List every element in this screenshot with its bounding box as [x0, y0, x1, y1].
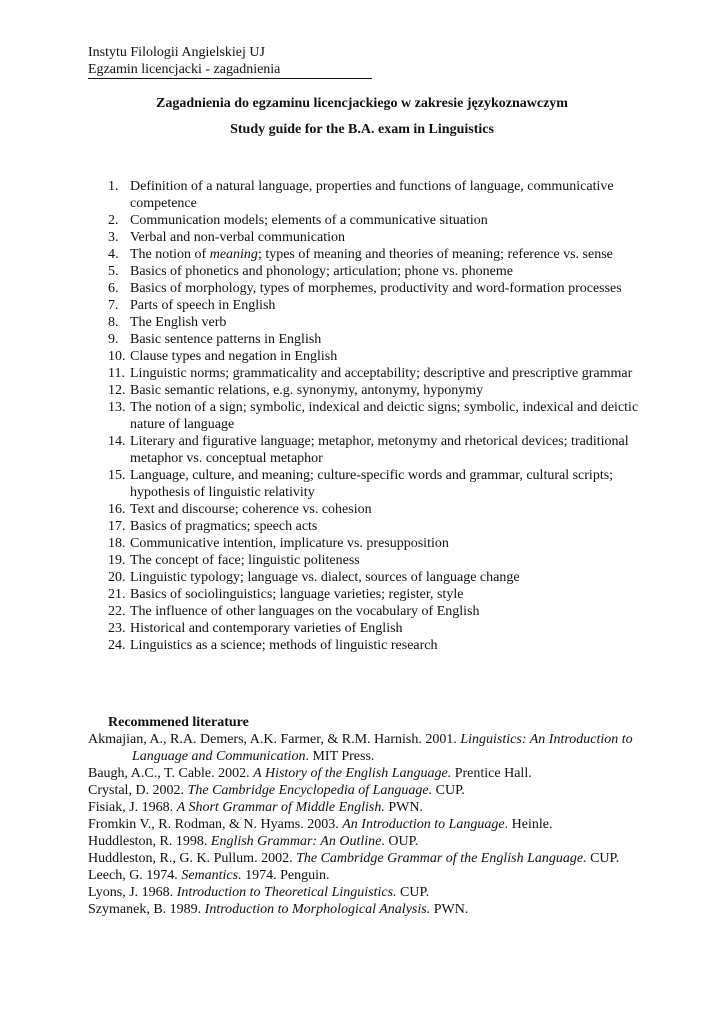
topic-number: 14. [108, 434, 126, 449]
reference-authors: Huddleston, R. 1998. [88, 834, 211, 849]
topic-text: Basics of pragmatics; speech acts [130, 519, 318, 534]
topic-text: Basics of phonetics and phonology; articulation; phone vs. phoneme [130, 264, 513, 279]
topic-item [108, 501, 648, 518]
reference-item [88, 799, 648, 816]
reference-publisher: . OUP. [381, 834, 419, 849]
reference-publisher: . MIT Press. [305, 749, 375, 764]
topic-number: 18. [108, 536, 126, 551]
topic-number: 21. [108, 587, 126, 602]
topic-text: Linguistic norms; grammaticality and acceptability; descriptive and prescriptive grammar [130, 366, 633, 381]
reference-item [88, 765, 648, 782]
institute-name: Instytu Filologii Angielskiej UJ [88, 45, 265, 60]
topic-text-emphasis: meaning [209, 247, 258, 262]
topic-item [108, 382, 648, 399]
reference-title: English Grammar: An Outline [210, 834, 382, 849]
topic-item [108, 229, 648, 246]
title-english: Study guide for the B.A. exam in Linguistics [230, 122, 494, 137]
reference-publisher: PWN. [430, 902, 469, 917]
reference-publisher: 1974. Penguin. [241, 868, 330, 883]
topic-item [108, 433, 648, 467]
reference-authors: Szymanek, B. 1989. [88, 902, 205, 917]
reference-item [88, 901, 648, 918]
reference-item [88, 782, 648, 799]
topic-number: 20. [108, 570, 126, 585]
reference-publisher: . Heinle. [504, 817, 553, 832]
topic-number: 6. [108, 281, 119, 296]
reference-item [88, 884, 648, 901]
topic-item [108, 569, 648, 586]
topic-text: Parts of speech in English [130, 298, 276, 313]
reference-title: A History of the English Language. [253, 766, 452, 781]
topic-number: 4. [108, 247, 119, 262]
topic-text: The influence of other languages on the vocabulary of English [130, 604, 480, 619]
topic-item [108, 518, 648, 535]
topic-text: Historical and contemporary varieties of English [130, 621, 403, 636]
topic-item [108, 246, 648, 263]
reference-title: Linguistics: An Introduction to Language and Communication [132, 732, 633, 764]
topic-text: Definition of a natural language, properties and functions of language, communicative competence [130, 179, 614, 211]
topic-item [108, 178, 648, 212]
topic-number: 22. [108, 604, 126, 619]
reference-authors: Huddleston, R., G. K. Pullum. 2002. [88, 851, 297, 866]
reference-title: The Cambridge Encyclopedia of Language. [187, 783, 433, 798]
topic-item [108, 331, 648, 348]
reference-item [88, 867, 648, 884]
exam-subtitle: Egzamin licencjacki - zagadnienia [88, 62, 372, 79]
reference-title: Introduction to Morphological Analysis. [204, 902, 431, 917]
reference-authors: Fromkin V., R. Rodman, & N. Hyams. 2003. [88, 817, 343, 832]
topic-item [108, 263, 648, 280]
topic-item [108, 297, 648, 314]
topic-item [108, 535, 648, 552]
reference-authors: Baugh, A.C., T. Cable. 2002. [88, 766, 254, 781]
topic-text: Linguistic typology; language vs. dialect, sources of language change [130, 570, 520, 585]
topic-number: 15. [108, 468, 126, 483]
reference-authors: Fisiak, J. 1968. [88, 800, 177, 815]
topic-text: Language, culture, and meaning; culture-specific words and grammar, cultural scripts; hypothesis of linguistic relativity [130, 468, 614, 500]
topic-number: 13. [108, 400, 126, 415]
topic-number: 2. [108, 213, 119, 228]
topic-number: 24. [108, 638, 126, 653]
reference-title: Semantics. [181, 868, 242, 883]
literature-list [88, 731, 648, 918]
reference-authors: Crystal, D. 2002. [88, 783, 188, 798]
topic-number: 23. [108, 621, 126, 636]
topic-item [108, 467, 648, 501]
topic-text: Basics of morphology, types of morphemes, productivity and word-formation processes [130, 281, 622, 296]
literature-heading: Recommened literature [108, 715, 249, 730]
reference-title: An Introduction to Language [342, 817, 505, 832]
reference-publisher: PWN. [384, 800, 424, 815]
topic-text: The notion of a sign; symbolic, indexical and deictic signs; symbolic, indexical and deictic nature of language [130, 400, 639, 432]
topic-text: Clause types and negation in English [130, 349, 338, 364]
document-header [88, 44, 372, 79]
topic-item [108, 603, 648, 620]
topic-item [108, 348, 648, 365]
topic-text-part: The notion of [130, 247, 210, 262]
topic-number: 16. [108, 502, 126, 517]
topic-number: 11. [108, 366, 125, 381]
topic-item [108, 314, 648, 331]
topic-text: Literary and figurative language; metaphor, metonymy and rhetorical devices; traditional metaphor vs. conceptual metaphor [130, 434, 629, 466]
topic-item [108, 212, 648, 229]
topic-number: 12. [108, 383, 126, 398]
reference-title: The Cambridge Grammar of the English Language. [296, 851, 587, 866]
topic-item [108, 637, 648, 654]
reference-item [88, 816, 648, 833]
reference-title: A Short Grammar of Middle English. [176, 800, 385, 815]
topic-text-part: ; types of meaning and theories of meaning; reference vs. sense [257, 247, 613, 262]
reference-item [88, 731, 648, 765]
topic-number: 9. [108, 332, 119, 347]
topic-text: Communicative intention, implicature vs. presupposition [130, 536, 449, 551]
topic-text: The concept of face; linguistic politeness [130, 553, 360, 568]
topic-number: 5. [108, 264, 119, 279]
title-polish: Zagadnienia do egzaminu licencjackiego w zakresie językoznawczym [156, 96, 568, 111]
topic-number: 8. [108, 315, 119, 330]
reference-item [88, 850, 648, 867]
topic-text: Verbal and non-verbal communication [130, 230, 345, 245]
topic-text [130, 247, 613, 262]
topic-item [108, 620, 648, 637]
topic-text: Text and discourse; coherence vs. cohesion [130, 502, 372, 517]
topic-number: 17. [108, 519, 126, 534]
topic-item [108, 586, 648, 603]
topic-number: 10. [108, 349, 126, 364]
topic-item [108, 280, 648, 297]
reference-publisher: CUP. [432, 783, 465, 798]
reference-title: Introduction to Theoretical Linguistics. [176, 885, 397, 900]
topic-item [108, 552, 648, 569]
topic-number: 19. [108, 553, 126, 568]
reference-publisher: CUP. [396, 885, 430, 900]
topic-number: 7. [108, 298, 119, 313]
topic-item [108, 365, 648, 382]
topic-number: 3. [108, 230, 119, 245]
reference-authors: Akmajian, A., R.A. Demers, A.K. Farmer, & R.M. Harnish. 2001. [88, 732, 461, 747]
topic-number: 1. [108, 179, 119, 194]
topics-list [108, 178, 648, 654]
topic-text: Linguistics as a science; methods of linguistic research [130, 638, 438, 653]
reference-item [88, 833, 648, 850]
reference-publisher: Prentice Hall. [451, 766, 532, 781]
topic-text: Basic semantic relations, e.g. synonymy, antonymy, hyponymy [130, 383, 484, 398]
reference-publisher: CUP. [586, 851, 620, 866]
topic-text: Basic sentence patterns in English [130, 332, 322, 347]
topic-item [108, 399, 648, 433]
topic-text: Basics of sociolinguistics; language varieties; register, style [130, 587, 464, 602]
reference-authors: Leech, G. 1974. [88, 868, 182, 883]
reference-authors: Lyons, J. 1968. [88, 885, 177, 900]
topic-text: The English verb [130, 315, 227, 330]
topic-text: Communication models; elements of a communicative situation [130, 213, 488, 228]
